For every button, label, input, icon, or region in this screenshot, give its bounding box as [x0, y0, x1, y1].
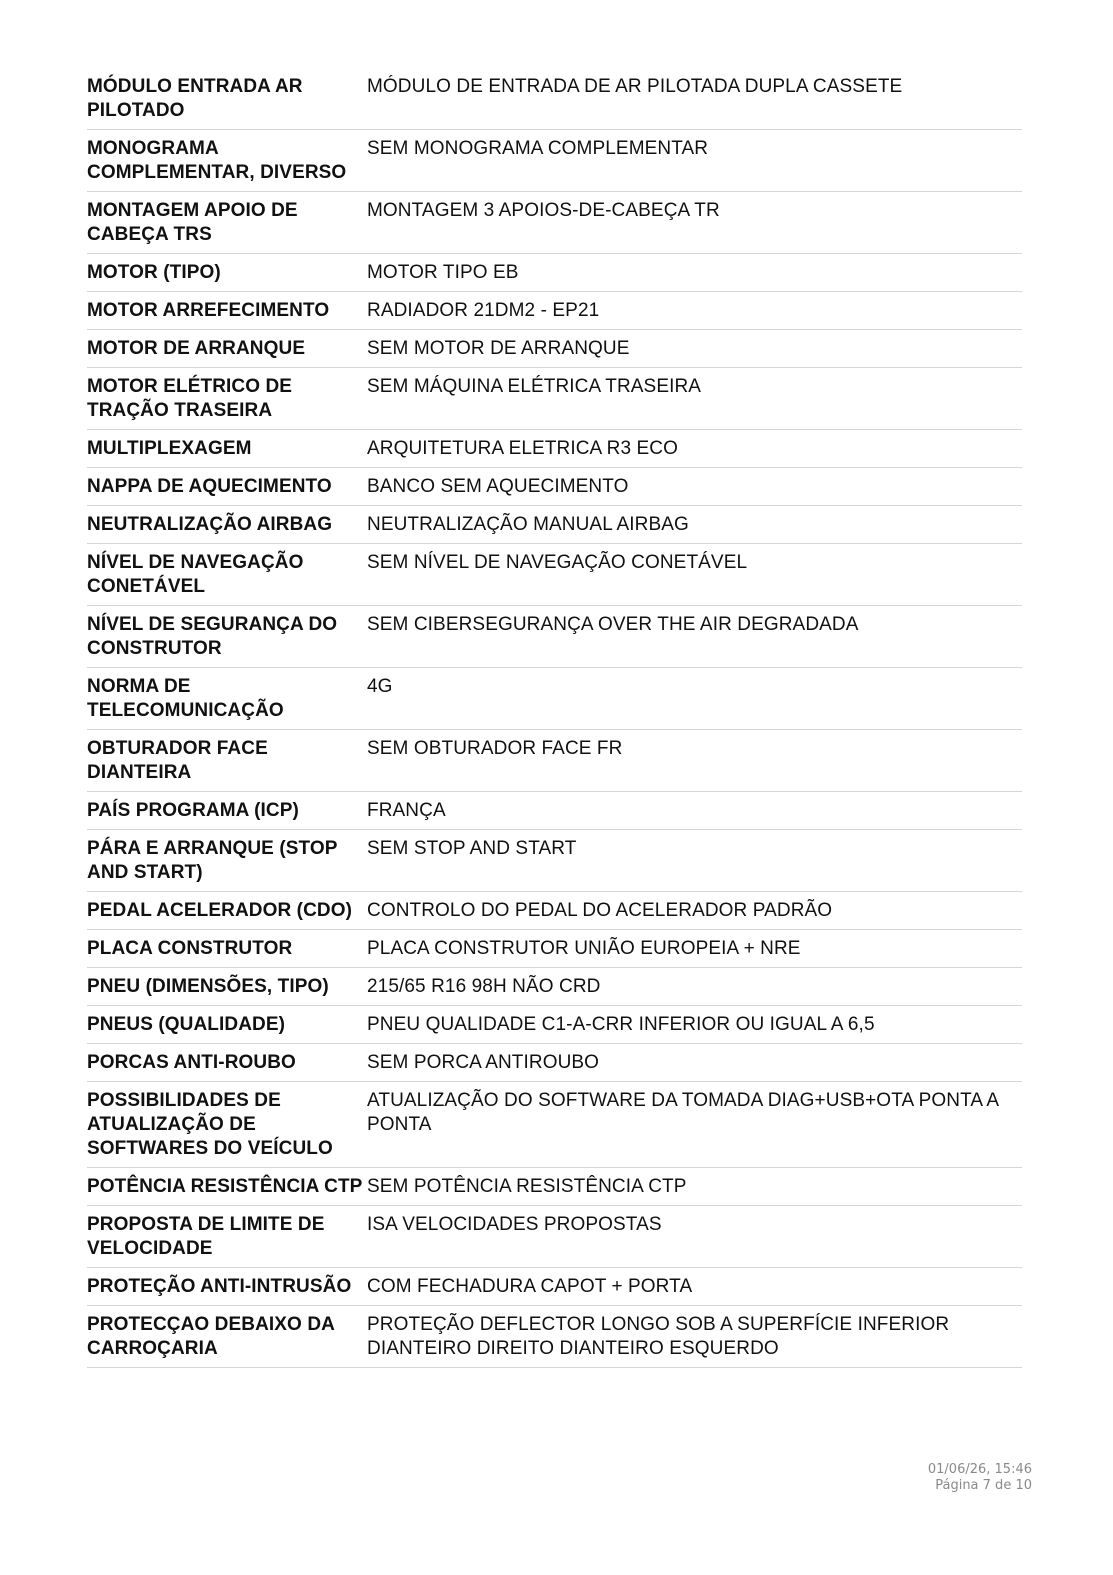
- page-footer: [928, 1462, 1032, 1494]
- spec-value: SEM MÁQUINA ELÉTRICA TRASEIRA: [367, 376, 702, 397]
- spec-label: PROTEÇÃO ANTI-INTRUSÃO: [87, 1276, 352, 1297]
- spec-value: SEM PORCA ANTIROUBO: [367, 1052, 600, 1073]
- spec-value: SEM MONOGRAMA COMPLEMENTAR: [367, 138, 709, 159]
- spec-row: [87, 1306, 1022, 1368]
- spec-value: COM FECHADURA CAPOT + PORTA: [367, 1276, 693, 1297]
- spec-row: [87, 730, 1022, 792]
- spec-value: ARQUITETURA ELETRICA R3 ECO: [367, 438, 678, 459]
- spec-value: FRANÇA: [367, 800, 446, 821]
- spec-value: CONTROLO DO PEDAL DO ACELERADOR PADRÃO: [367, 900, 833, 921]
- spec-row: [87, 968, 1022, 1006]
- spec-value: 4G: [367, 676, 393, 697]
- spec-value: SEM CIBERSEGURANÇA OVER THE AIR DEGRADADA: [367, 614, 859, 635]
- spec-value: PLACA CONSTRUTOR UNIÃO EUROPEIA + NRE: [367, 938, 801, 959]
- spec-label: POTÊNCIA RESISTÊNCIA CTP: [87, 1176, 363, 1197]
- spec-label: POSSIBILIDADES DE ATUALIZAÇÃO DE SOFTWARES DO VEÍCULO: [87, 1090, 333, 1159]
- spec-row: [87, 1044, 1022, 1082]
- spec-label: OBTURADOR FACE DIANTEIRA: [87, 738, 268, 783]
- spec-label: PÁRA E ARRANQUE (STOP AND START): [87, 838, 338, 883]
- spec-value: ISA VELOCIDADES PROPOSTAS: [367, 1214, 662, 1235]
- spec-value: MONTAGEM 3 APOIOS-DE-CABEÇA TR: [367, 200, 720, 221]
- spec-table: [87, 68, 1022, 1368]
- spec-value: SEM STOP AND START: [367, 838, 577, 859]
- spec-value: RADIADOR 21DM2 - EP21: [367, 300, 600, 321]
- spec-label: MULTIPLEXAGEM: [87, 438, 252, 459]
- spec-label: MOTOR (TIPO): [87, 262, 221, 283]
- spec-label: NÍVEL DE SEGURANÇA DO CONSTRUTOR: [87, 614, 338, 659]
- spec-value: PNEU QUALIDADE C1-A-CRR INFERIOR OU IGUAL A 6,5: [367, 1014, 875, 1035]
- spec-value: BANCO SEM AQUECIMENTO: [367, 476, 629, 497]
- spec-label: NAPPA DE AQUECIMENTO: [87, 476, 332, 497]
- spec-row: [87, 1268, 1022, 1306]
- spec-value: 215/65 R16 98H NÃO CRD: [367, 976, 601, 997]
- spec-row: [87, 668, 1022, 730]
- spec-value: SEM OBTURADOR FACE FR: [367, 738, 623, 759]
- spec-value: NEUTRALIZAÇÃO MANUAL AIRBAG: [367, 514, 689, 535]
- spec-label: PNEU (DIMENSÕES, TIPO): [87, 976, 329, 997]
- spec-row: [87, 606, 1022, 668]
- spec-row: [87, 292, 1022, 330]
- spec-row: [87, 368, 1022, 430]
- spec-value: SEM NÍVEL DE NAVEGAÇÃO CONETÁVEL: [367, 552, 748, 573]
- spec-label: PNEUS (QUALIDADE): [87, 1014, 286, 1035]
- spec-label: MONOGRAMA COMPLEMENTAR, DIVERSO: [87, 138, 347, 183]
- spec-value: ATUALIZAÇÃO DO SOFTWARE DA TOMADA DIAG+USB+OTA PONTA A PONTA: [367, 1090, 999, 1135]
- spec-row: [87, 68, 1022, 130]
- spec-row: [87, 792, 1022, 830]
- spec-value: MOTOR TIPO EB: [367, 262, 519, 283]
- spec-row: [87, 892, 1022, 930]
- spec-row: [87, 254, 1022, 292]
- spec-label: PAÍS PROGRAMA (ICP): [87, 800, 299, 821]
- spec-label: NEUTRALIZAÇÃO AIRBAG: [87, 514, 333, 535]
- spec-row: [87, 1006, 1022, 1044]
- spec-row: [87, 430, 1022, 468]
- spec-row: [87, 1168, 1022, 1206]
- spec-row: [87, 192, 1022, 254]
- spec-row: [87, 1082, 1022, 1168]
- spec-row: [87, 468, 1022, 506]
- spec-label: NORMA DE TELECOMUNICAÇÃO: [87, 676, 284, 721]
- spec-label: MOTOR ARREFECIMENTO: [87, 300, 330, 321]
- spec-label: MOTOR ELÉTRICO DE TRAÇÃO TRASEIRA: [87, 376, 293, 421]
- page-number: Página 7 de 10: [935, 1478, 1032, 1493]
- print-datetime: 01/06/26, 15:46: [927, 1462, 1032, 1477]
- spec-value: MÓDULO DE ENTRADA DE AR PILOTADA DUPLA CASSETE: [367, 76, 903, 97]
- spec-label: NÍVEL DE NAVEGAÇÃO CONETÁVEL: [87, 552, 304, 597]
- spec-label: MOTOR DE ARRANQUE: [87, 338, 306, 359]
- spec-label: PROTECÇAO DEBAIXO DA CARROÇARIA: [87, 1314, 335, 1359]
- spec-label: MÓDULO ENTRADA AR PILOTADO: [87, 76, 303, 121]
- spec-label: PORCAS ANTI-ROUBO: [87, 1052, 296, 1073]
- spec-row: [87, 1206, 1022, 1268]
- spec-row: [87, 830, 1022, 892]
- spec-row: [87, 506, 1022, 544]
- spec-label: PEDAL ACELERADOR (CDO): [87, 900, 353, 921]
- spec-row: [87, 930, 1022, 968]
- spec-row: [87, 130, 1022, 192]
- spec-label: PROPOSTA DE LIMITE DE VELOCIDADE: [87, 1214, 325, 1259]
- spec-row: [87, 330, 1022, 368]
- spec-label: PLACA CONSTRUTOR: [87, 938, 293, 959]
- spec-value: SEM POTÊNCIA RESISTÊNCIA CTP: [367, 1176, 687, 1197]
- spec-label: MONTAGEM APOIO DE CABEÇA TRS: [87, 200, 298, 245]
- spec-value: SEM MOTOR DE ARRANQUE: [367, 338, 630, 359]
- spec-value: PROTEÇÃO DEFLECTOR LONGO SOB A SUPERFÍCIE INFERIOR DIANTEIRO DIREITO DIANTEIRO ESQUERDO: [367, 1314, 950, 1359]
- spec-row: [87, 544, 1022, 606]
